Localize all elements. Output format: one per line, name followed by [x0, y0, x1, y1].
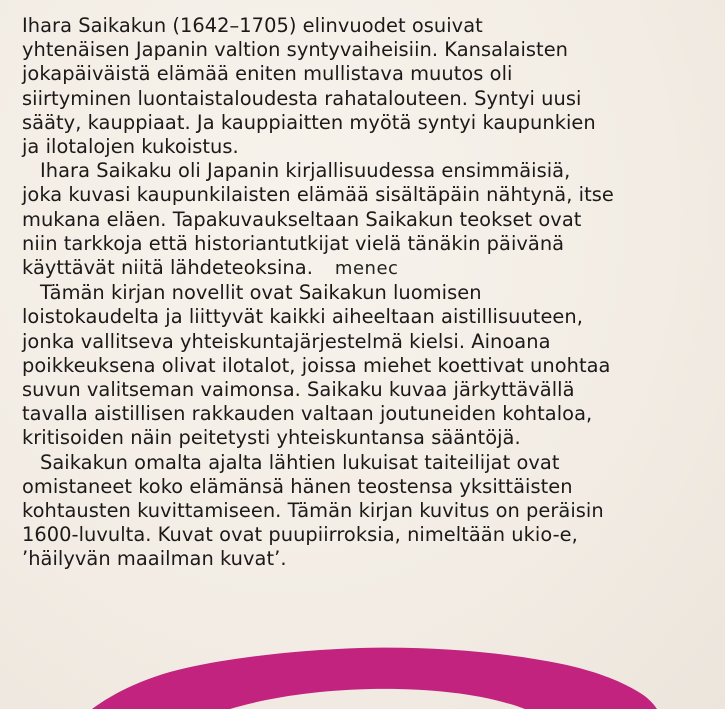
ring-shape: [92, 648, 657, 709]
text-line: omistaneet koko elämänsä hänen teostensa yksittäisten: [22, 474, 573, 498]
text-line: tavalla aistillisen rakkauden valtaan joutuneiden kohtaloa,: [22, 402, 593, 426]
text-line: suvun valitseman vaimonsa. Saikaku kuvaa järkyttävällä: [22, 378, 575, 402]
text-line: niin tarkkoja että historiantutkijat vielä tänäkin päivänä: [22, 231, 565, 255]
text-line-content: käyttävät niitä lähdeteoksina.: [22, 256, 313, 280]
body-text: [22, 14, 712, 572]
text-line: Ihara Saikakun (1642–1705) elinvuodet osuivat: [22, 14, 483, 37]
stamp-text: menec: [334, 258, 399, 280]
text-line: 1600-luvulta. Kuvat ovat puupiirroksia, nimeltään ukio-e,: [22, 523, 578, 547]
text-line: yhtenäisen Japanin valtion syntyvaiheisiin. Kansalaisten: [22, 38, 569, 62]
text-line: Tämän kirjan novellit ovat Saikakun luomisen: [40, 281, 482, 305]
text-line: joka kuvasi kaupunkilaisten elämää sisältäpäin nähtynä, itse: [22, 183, 614, 207]
paragraph-2: [22, 159, 712, 281]
paragraph-4: [22, 451, 712, 572]
text-line: siirtyminen luontaistaloudesta rahatalouteen. Syntyi uusi: [22, 86, 582, 110]
text-line: poikkeuksena olivat ilotalot, joissa miehet koettivat unohtaa: [22, 353, 611, 377]
text-line: sääty, kauppiaat. Ja kauppiaitten myötä syntyi kaupunkien: [22, 110, 596, 134]
text-line: jokapäiväistä elämää eniten mullistava muutos oli: [22, 62, 513, 86]
text-line: loistokaudelta ja liittyvät kaikki aiheeltaan aistillisuuteen,: [22, 305, 583, 329]
text-line: [22, 256, 712, 281]
text-line: kritisoiden näin peitetysti yhteiskuntansa sääntöjä.: [22, 426, 521, 450]
text-line: mukana eläen. Tapakuvaukseltaan Saikakun teokset ovat: [22, 207, 582, 231]
text-line: ’häilyvän maailman kuvat’.: [22, 547, 287, 571]
text-line: jonka vallitseva yhteiskuntajärjestelmä kielsi. Ainoana: [22, 329, 551, 353]
text-line: Ihara Saikaku oli Japanin kirjallisuudessa ensimmäisiä,: [40, 159, 571, 183]
paragraph-3: [22, 281, 712, 450]
paragraph-1: [22, 14, 712, 159]
text-line: ja ilotalojen kukoistus.: [22, 135, 239, 159]
text-line: kohtausten kuvittamiseen. Tämän kirjan kuvitus on peräisin: [22, 499, 604, 523]
text-line: Saikakun omalta ajalta lähtien lukuisat taiteilijat ovat: [40, 450, 560, 474]
